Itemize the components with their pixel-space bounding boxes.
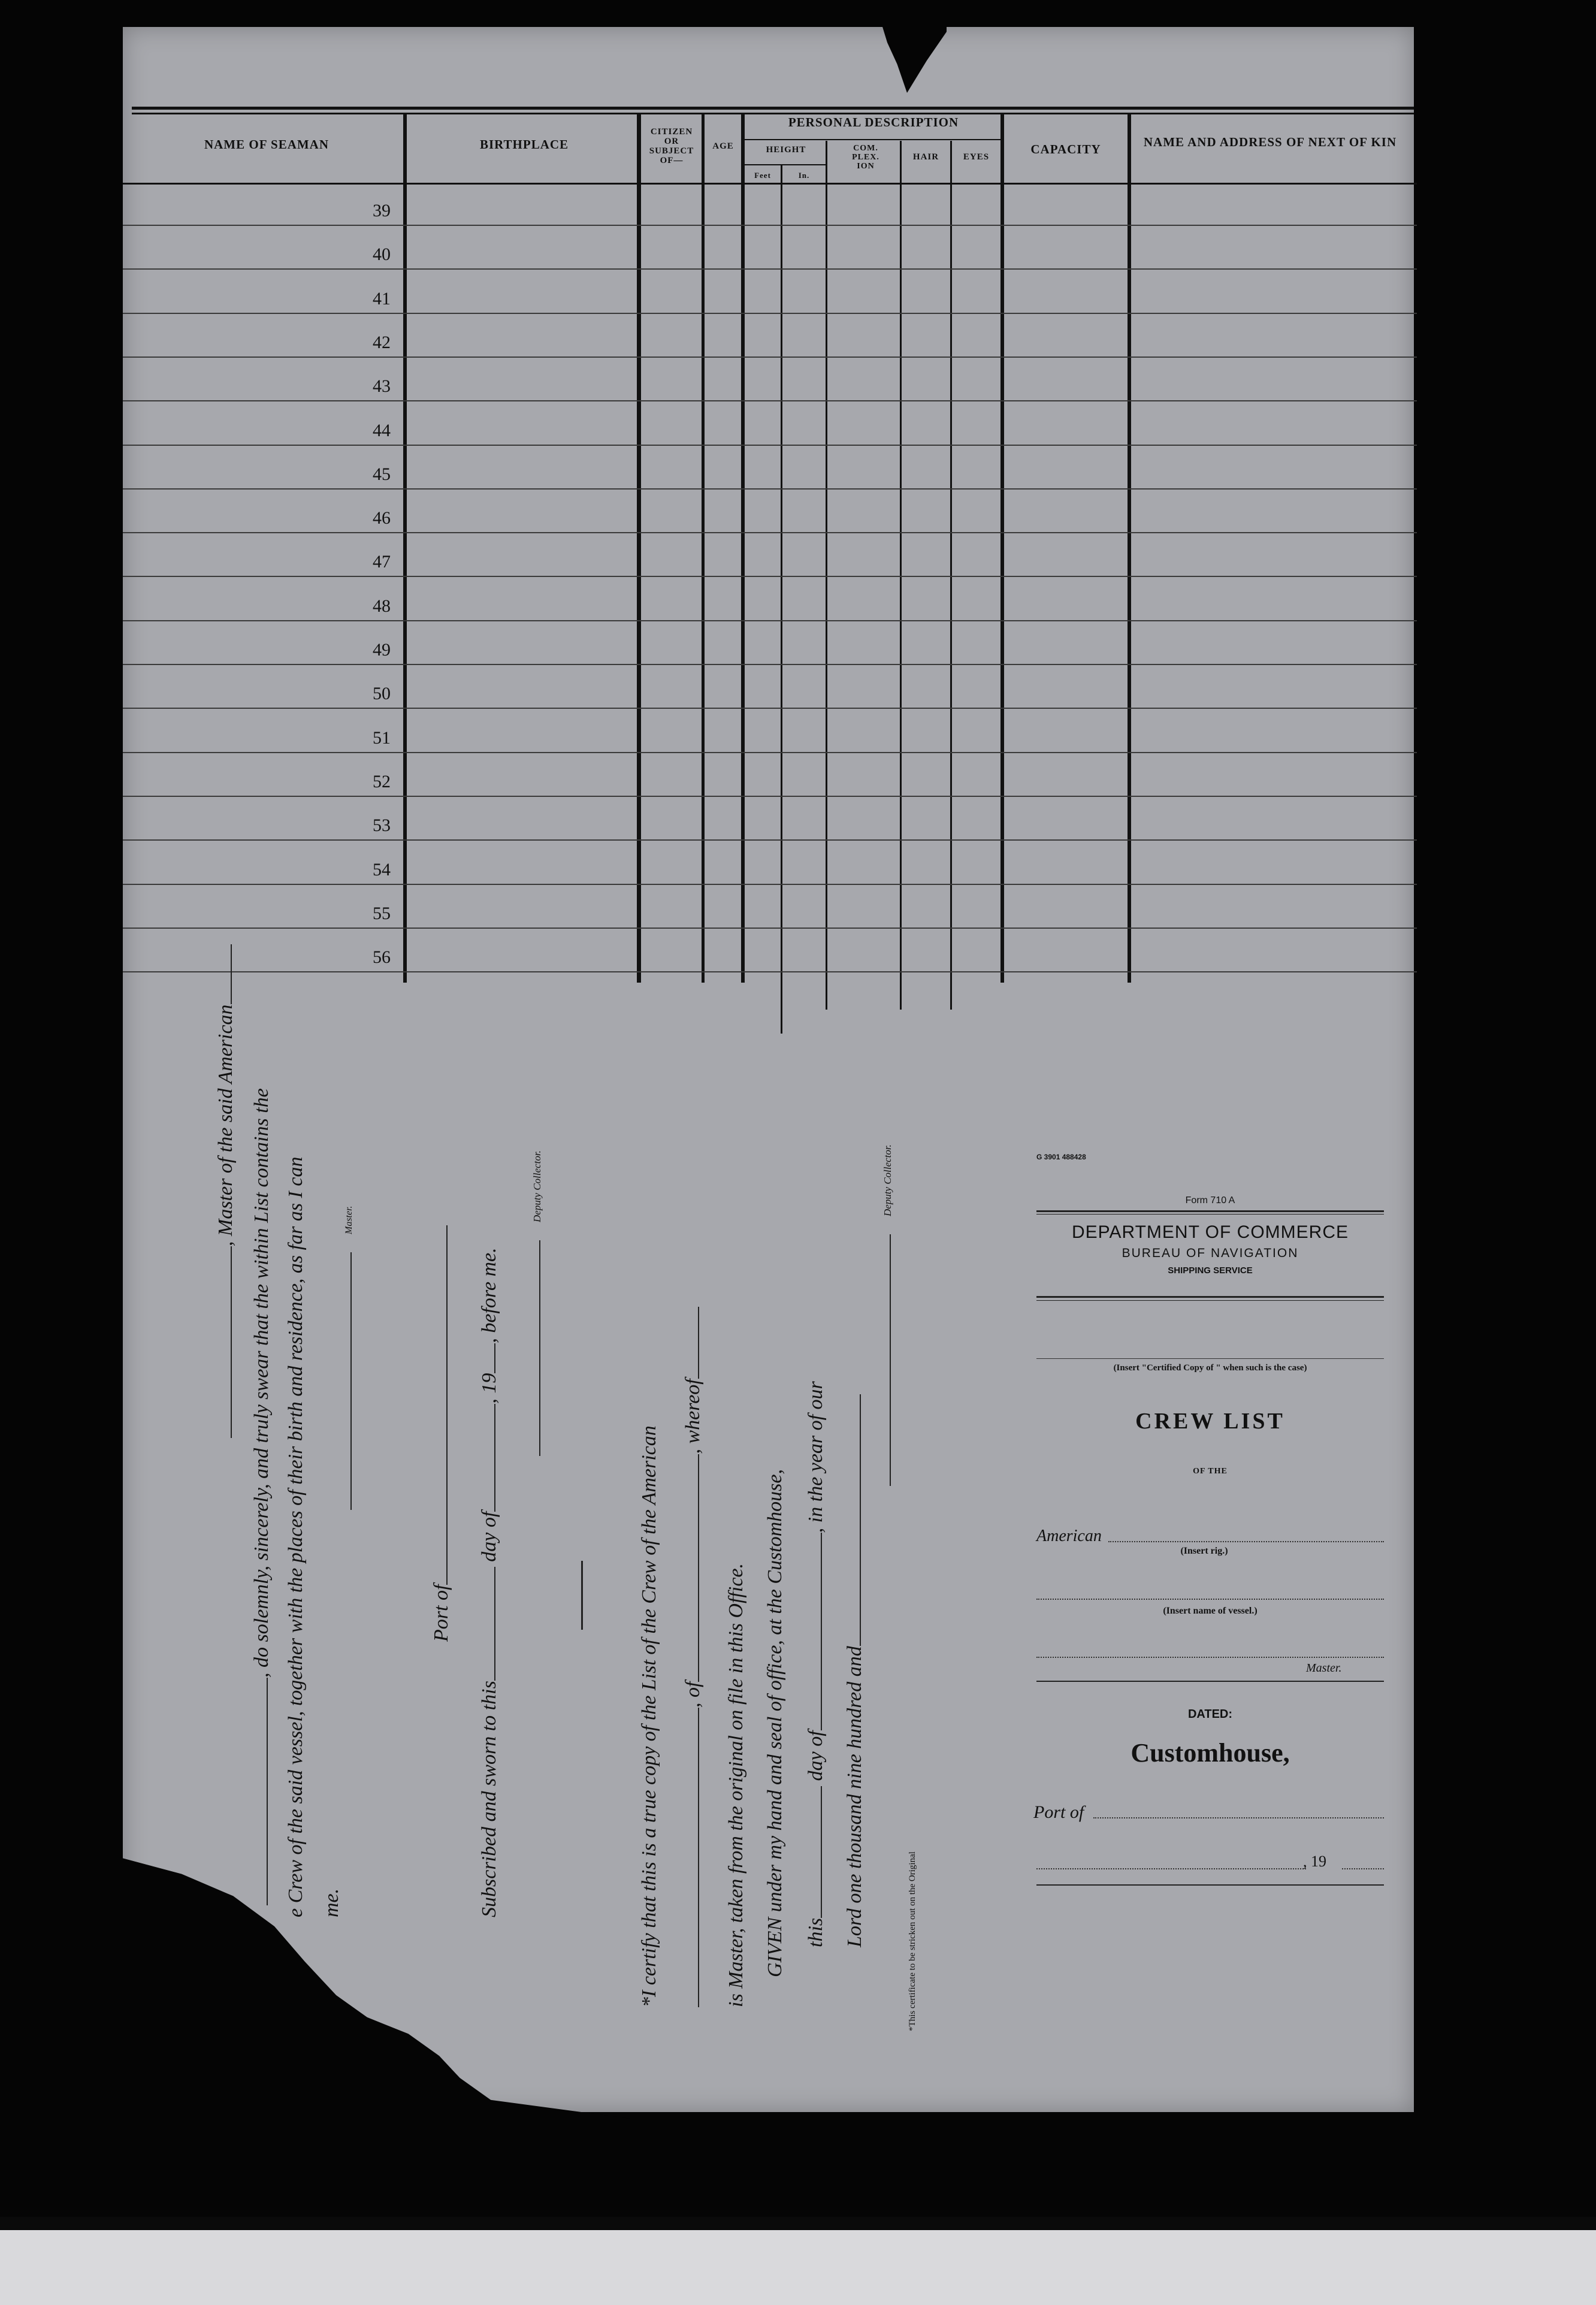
vessel-blank xyxy=(213,944,232,1004)
master-name-blank xyxy=(213,1246,232,1438)
header-height: HEIGHT xyxy=(766,145,806,155)
vessel-name-blank xyxy=(1036,1599,1384,1600)
table-row xyxy=(123,313,1417,314)
header-personal-description: PERSONAL DESCRIPTION xyxy=(788,115,959,129)
table-row xyxy=(123,928,1417,929)
col-divider-eyes xyxy=(1000,114,1004,983)
header-rule-top xyxy=(132,107,1414,110)
port-of-line xyxy=(428,1225,453,1642)
cover-rule-1 xyxy=(1036,1210,1384,1212)
scan-margin xyxy=(0,2230,1596,2305)
cert-this-label: this xyxy=(805,1917,827,1947)
cover-rule-3 xyxy=(1036,1681,1384,1682)
oath-line-3: e Crew of the said vessel, together with the places of their birth and residence, as far as I can xyxy=(285,1156,307,1917)
row-number: 50 xyxy=(373,684,391,703)
print-code: G 3901 488428 xyxy=(1036,1153,1086,1161)
header-rule-second xyxy=(132,113,1414,114)
cert-line-5 xyxy=(803,1381,827,1947)
col-divider-height xyxy=(826,141,827,1010)
cert-line-1: *I certify that this is a true copy of the List of the Crew of the American xyxy=(638,1425,660,2007)
month-blank xyxy=(476,1404,495,1512)
table-row xyxy=(123,839,1417,841)
col-divider-birthplace xyxy=(637,114,641,983)
table-row xyxy=(123,796,1417,797)
row-number: 45 xyxy=(373,464,391,484)
header-rule-bottom xyxy=(123,183,1417,185)
cert-port-blank xyxy=(680,1454,699,1682)
insert-rig-note: (Insert rig.) xyxy=(1180,1546,1228,1556)
row-number: 49 xyxy=(373,640,391,660)
col-divider-feet xyxy=(781,165,782,1034)
table-row xyxy=(123,357,1417,358)
col-divider-age xyxy=(741,114,745,983)
dated-label: DATED: xyxy=(1187,1708,1233,1721)
cert-line-3: is Master, taken from the original on file in this Office. xyxy=(725,1563,747,2007)
master-label-cover: Master. xyxy=(1306,1661,1342,1675)
cert-lord-label: Lord one thousand nine hundred and xyxy=(844,1646,866,1947)
cover-rule-2b xyxy=(1036,1300,1384,1301)
subscribed-line xyxy=(476,1247,501,1917)
service-heading: SHIPPING SERVICE xyxy=(1168,1265,1253,1276)
american-label: American xyxy=(1036,1527,1102,1545)
cert-year-blank xyxy=(842,1394,861,1646)
table-row xyxy=(123,884,1417,885)
day-blank xyxy=(476,1567,495,1681)
deputy-collector-1 xyxy=(521,1150,546,1456)
row-number: 51 xyxy=(373,728,391,748)
master-name-blank-cover xyxy=(1036,1657,1384,1658)
oath-line-4: me. xyxy=(321,1888,343,1917)
bureau-heading: BUREAU OF NAVIGATION xyxy=(1122,1246,1299,1260)
row-number: 42 xyxy=(373,333,391,352)
table-row xyxy=(123,752,1417,753)
cover-date-blank xyxy=(1036,1868,1306,1869)
oath-text-2: , do solemnly, sincerely, and truly swear that the within List contains the xyxy=(250,1088,273,1678)
cert-footnote: *This certificate to be stricken out on the Original xyxy=(908,1851,917,2031)
row-number: 48 xyxy=(373,596,391,616)
cert-year-label: , in the year of our xyxy=(805,1381,827,1533)
col-divider-complexion xyxy=(900,141,902,1010)
port-of-label: Port of xyxy=(430,1584,452,1642)
rig-blank xyxy=(1108,1541,1384,1542)
row-number: 47 xyxy=(373,552,391,572)
cert-line-6 xyxy=(842,1394,866,1947)
section-divider xyxy=(581,1561,583,1630)
deputy-collector-label: Deputy Collector. xyxy=(531,1150,543,1222)
header-birthplace: BIRTHPLACE xyxy=(479,137,569,152)
insert-vessel-note: (Insert name of vessel.) xyxy=(1163,1606,1258,1616)
cert-day-blank xyxy=(803,1786,822,1918)
table-row xyxy=(123,664,1417,665)
height-subrule xyxy=(745,164,827,165)
form-number: Form 710 A xyxy=(1185,1195,1235,1206)
row-number: 55 xyxy=(373,904,391,923)
row-number: 54 xyxy=(373,860,391,880)
cover-year-label: , 19 xyxy=(1303,1853,1326,1870)
header-citizen: CITIZEN OR SUBJECT OF— xyxy=(649,127,694,165)
oath-line-1 xyxy=(213,944,237,1438)
before-me-label: , before me. xyxy=(478,1247,500,1343)
row-number: 56 xyxy=(373,947,391,967)
oath-name-blank xyxy=(249,1678,268,1905)
table-row xyxy=(123,620,1417,621)
col-divider-name xyxy=(403,114,407,983)
table-row xyxy=(123,225,1417,226)
customhouse-label: Customhouse, xyxy=(1130,1738,1290,1768)
day-of-label: day of xyxy=(478,1511,500,1562)
year-label: , 19 xyxy=(478,1373,500,1404)
of-the-label: OF THE xyxy=(1193,1467,1228,1476)
cover-port-blank xyxy=(1093,1817,1384,1818)
cert-month-blank xyxy=(803,1533,822,1730)
cover-year-blank xyxy=(1342,1868,1384,1869)
crew-list-title: CREW LIST xyxy=(1135,1409,1285,1434)
row-number: 53 xyxy=(373,815,391,835)
row-number: 52 xyxy=(373,772,391,792)
row-number: 43 xyxy=(373,376,391,396)
col-divider-hair xyxy=(950,141,952,1010)
header-inches: In. xyxy=(798,171,810,180)
header-capacity: CAPACITY xyxy=(1030,142,1101,156)
col-divider-citizen xyxy=(702,114,705,983)
table-row xyxy=(123,488,1417,490)
header-complexion: COM. PLEX. ION xyxy=(852,144,879,171)
row-number: 41 xyxy=(373,289,391,309)
table-row xyxy=(123,268,1417,270)
deputy-signature-line xyxy=(521,1240,540,1456)
row-number: 40 xyxy=(373,244,391,264)
deputy-collector-2 xyxy=(872,1144,896,1486)
cert-whereof-label: , whereof xyxy=(682,1379,704,1454)
certified-blank xyxy=(1036,1358,1384,1359)
row-number: 44 xyxy=(373,421,391,440)
table-row xyxy=(123,400,1417,401)
cover-rule-2 xyxy=(1036,1296,1384,1298)
cert-line-2 xyxy=(680,1307,705,2007)
department-heading: DEPARTMENT OF COMMERCE xyxy=(1071,1222,1349,1242)
personal-desc-rule xyxy=(745,139,1002,140)
cert-vessel-blank xyxy=(680,1708,699,2007)
cover-port-of-label: Port of xyxy=(1033,1802,1084,1822)
row-number: 46 xyxy=(373,508,391,528)
master-signature-line xyxy=(332,1252,352,1510)
subscribed-label: Subscribed and sworn to this xyxy=(478,1681,500,1917)
year-blank xyxy=(476,1343,495,1373)
port-blank xyxy=(428,1225,448,1585)
cert-line-4: GIVEN under my hand and seal of office, at the Customhouse, xyxy=(764,1469,786,1977)
header-hair: HAIR xyxy=(912,152,939,162)
cert-day-of-label: day of xyxy=(805,1730,827,1781)
deputy-signature-line-2 xyxy=(872,1234,891,1486)
table-row xyxy=(123,576,1417,577)
header-next-of-kin: NAME AND ADDRESS OF NEXT OF KIN xyxy=(1143,135,1397,149)
col-divider-capacity xyxy=(1128,114,1131,983)
table-row xyxy=(123,708,1417,709)
cover-rule-1b xyxy=(1036,1214,1384,1215)
header-feet: Feet xyxy=(754,171,771,180)
row-number: 39 xyxy=(373,201,391,220)
table-row xyxy=(123,532,1417,533)
master-label: Master. xyxy=(344,1206,354,1234)
cert-whereof-blank xyxy=(680,1307,699,1379)
cert-of-label: , of xyxy=(682,1681,704,1708)
oath-text-1: , Master of the said American xyxy=(214,1004,237,1246)
table-row xyxy=(123,971,1417,972)
oath-line-2 xyxy=(249,1088,273,1905)
oath-block xyxy=(189,1004,968,2085)
deputy-collector-label-2: Deputy Collector. xyxy=(882,1144,893,1216)
master-signature xyxy=(332,1206,357,1510)
insert-certified-note: (Insert "Certified Copy of " when such is the case) xyxy=(1113,1363,1307,1373)
header-eyes: EYES xyxy=(963,152,990,162)
cover-rule-4 xyxy=(1036,1884,1384,1886)
table-row xyxy=(123,445,1417,446)
header-age: AGE xyxy=(712,141,734,151)
header-name-of-seaman: NAME OF SEAMAN xyxy=(204,137,330,152)
